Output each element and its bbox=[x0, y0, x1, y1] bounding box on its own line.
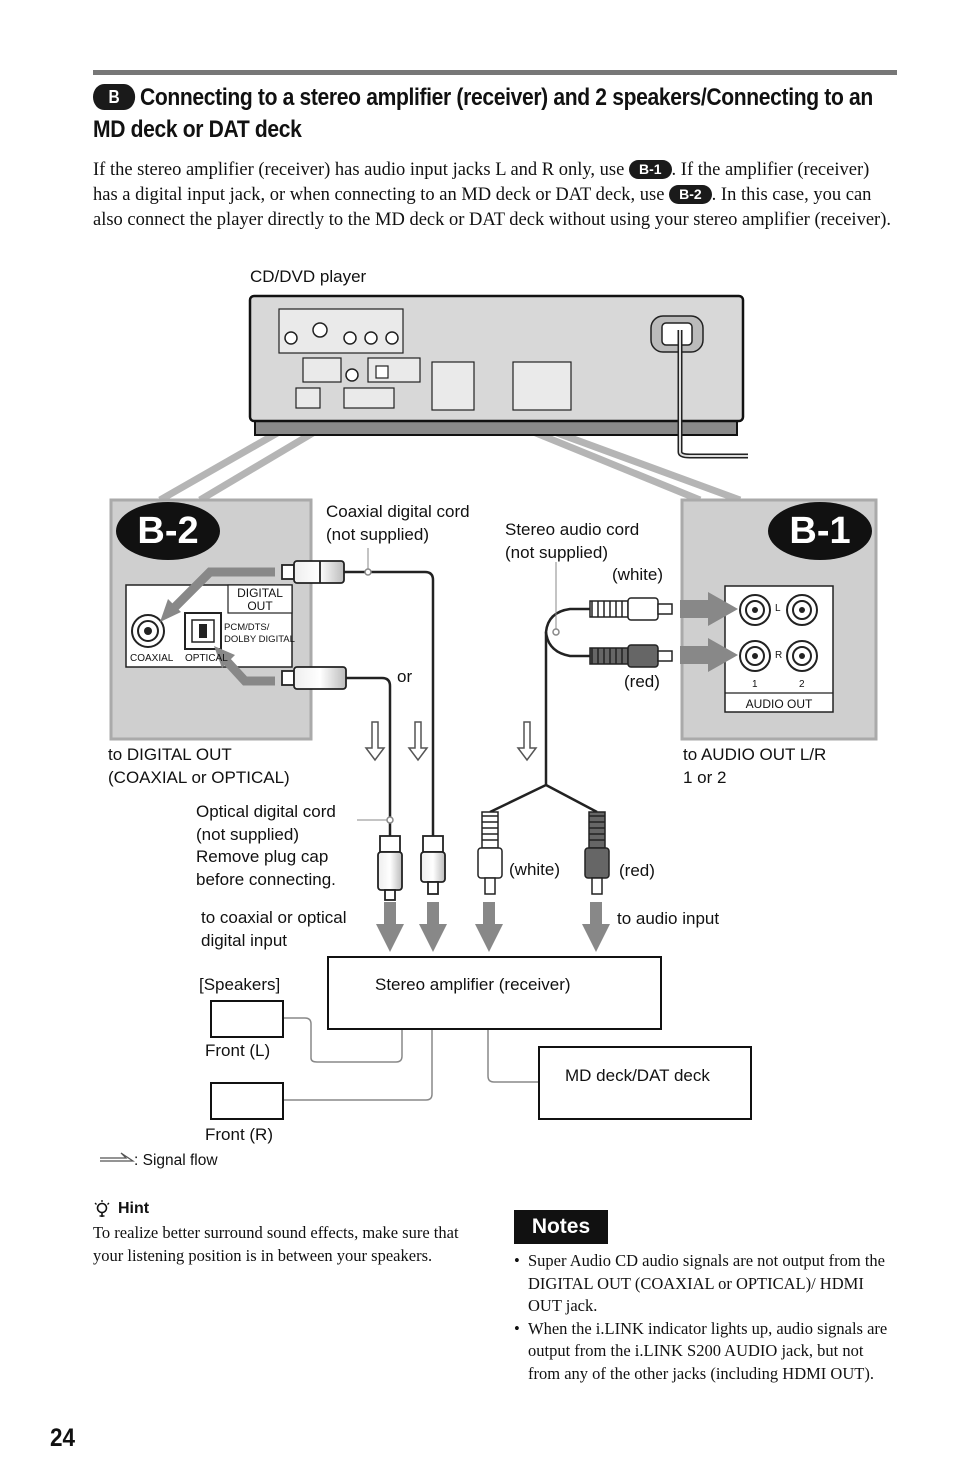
to-audio-out-line2: 1 or 2 bbox=[683, 767, 727, 787]
section-badge: B bbox=[93, 84, 135, 110]
rca-plug-white-top bbox=[590, 598, 672, 620]
stereo-cord-label bbox=[505, 519, 639, 564]
coaxial-cord-title: Coaxial digital cord bbox=[326, 502, 470, 521]
intro-badge-b2: B-2 bbox=[669, 185, 712, 204]
section-title: Connecting to a stereo amplifier (receiver) and 2 speakers/Connecting to an MD deck or DAT deck bbox=[93, 84, 873, 143]
stereo-cord-title: Stereo audio cord bbox=[505, 520, 640, 539]
to-audio-input-label: to audio input bbox=[617, 909, 720, 928]
jack-1-label: 1 bbox=[752, 679, 758, 690]
optical-cord-label bbox=[196, 801, 336, 891]
white-top-label: (white) bbox=[612, 565, 664, 584]
speaker-front-left bbox=[210, 1000, 284, 1038]
optical-cord-line2: (not supplied) bbox=[196, 824, 300, 844]
digital-out-jack-line2: OUT bbox=[247, 599, 273, 613]
jack-r-label: R bbox=[775, 650, 783, 661]
notes-list bbox=[514, 1250, 898, 1385]
to-coaxial-line1: to coaxial or optical bbox=[201, 908, 347, 927]
pcm-line1: PCM/DTS/ bbox=[224, 622, 270, 633]
player-label: CD/DVD player bbox=[250, 267, 367, 286]
jack-l-label: L bbox=[775, 603, 781, 614]
pcm-label bbox=[224, 622, 295, 646]
note-item: • Super Audio CD audio signals are not output from the DIGITAL OUT (COAXIAL or OPTICAL)/ HDMI OUT jack. bbox=[514, 1250, 898, 1318]
or-label: or bbox=[397, 667, 413, 686]
speaker-front-right bbox=[210, 1082, 284, 1120]
md-deck-label: MD deck/DAT deck bbox=[565, 1066, 710, 1085]
hint-title: Hint bbox=[118, 1200, 150, 1217]
coax-plug-top bbox=[282, 561, 344, 583]
audio-out-jack-label: AUDIO OUT bbox=[745, 697, 813, 711]
signal-flow-arrows bbox=[366, 722, 536, 760]
stereo-cord-note: (not supplied) bbox=[505, 542, 609, 562]
jack-2-label: 2 bbox=[799, 679, 805, 690]
to-audio-out-line1: to AUDIO OUT L/R bbox=[683, 745, 827, 764]
coaxial-cord-note: (not supplied) bbox=[326, 524, 430, 544]
pcm-line2: DOLBY DIGITAL bbox=[224, 634, 295, 645]
signal-flow-label: : Signal flow bbox=[134, 1152, 218, 1169]
notes-title: Notes bbox=[514, 1210, 608, 1244]
optical-jack-label: OPTICAL bbox=[185, 653, 228, 664]
digital-out-jack-line1: DIGITAL bbox=[237, 586, 283, 600]
dvd-player-rear-panel bbox=[250, 296, 748, 456]
red-top-label: (red) bbox=[624, 672, 660, 691]
speakers-label: [Speakers] bbox=[199, 975, 281, 994]
intro-text-3: . In this case, you can also connect the player directly to the MD deck or DAT deck without using your stereo amplifier (receiver). bbox=[93, 185, 891, 230]
rca-plug-white-bottom bbox=[478, 812, 502, 894]
to-digital-out-line1: to DIGITAL OUT bbox=[108, 745, 232, 764]
page-number: 24 bbox=[50, 1424, 76, 1452]
optical-cord-line1: Optical digital cord bbox=[196, 802, 336, 821]
intro-text-1: If the stereo amplifier (receiver) has audio input jacks L and R only, use bbox=[93, 160, 629, 180]
hint-body: To realize better surround sound effects, make sure that your listening position is in between your speakers. bbox=[93, 1223, 459, 1265]
intro-text-2: . If the amplifier (receiver) has a digital input jack, or when connecting to an MD deck or DAT deck, use bbox=[93, 160, 870, 205]
cables bbox=[343, 572, 597, 836]
optical-cord-line4: before connecting. bbox=[196, 869, 336, 889]
to-digital-out-line2: (COAXIAL or OPTICAL) bbox=[108, 767, 290, 787]
optical-plug-bottom bbox=[378, 836, 402, 900]
red-bottom-label: (red) bbox=[619, 861, 655, 880]
digital-out-jack-label bbox=[236, 587, 284, 613]
amplifier-label: Stereo amplifier (receiver) bbox=[375, 975, 571, 994]
to-coaxial-line2: digital input bbox=[201, 930, 288, 950]
to-coaxial-label bbox=[201, 907, 347, 952]
coax-plug-bottom bbox=[421, 836, 445, 894]
intro-badge-b1: B-1 bbox=[629, 160, 672, 179]
input-arrows bbox=[376, 902, 610, 952]
speaker-wires bbox=[282, 1018, 538, 1100]
b1-badge: B-1 bbox=[789, 510, 851, 552]
white-bottom-label: (white) bbox=[509, 860, 561, 879]
optical-plug-top bbox=[282, 667, 346, 689]
lightbulb-icon bbox=[93, 1200, 113, 1220]
optical-cord-line3: Remove plug cap bbox=[196, 847, 329, 866]
front-r-label: Front (R) bbox=[205, 1125, 273, 1144]
to-audio-out-label bbox=[683, 744, 826, 789]
b2-badge: B-2 bbox=[137, 510, 199, 552]
front-l-label: Front (L) bbox=[205, 1041, 271, 1060]
rca-plug-red-bottom bbox=[585, 812, 609, 894]
coaxial-jack-label: COAXIAL bbox=[130, 653, 174, 664]
to-digital-out-label bbox=[108, 744, 290, 789]
coaxial-cord-label bbox=[326, 501, 470, 546]
note-item: • When the i.LINK indicator lights up, audio signals are output from the i.LINK S200 AUDIO jack, but not from any of the other jacks (including HDMI OUT). bbox=[514, 1318, 898, 1386]
signal-flow-legend-icon bbox=[100, 1153, 133, 1161]
rca-plug-red-top bbox=[590, 645, 672, 667]
